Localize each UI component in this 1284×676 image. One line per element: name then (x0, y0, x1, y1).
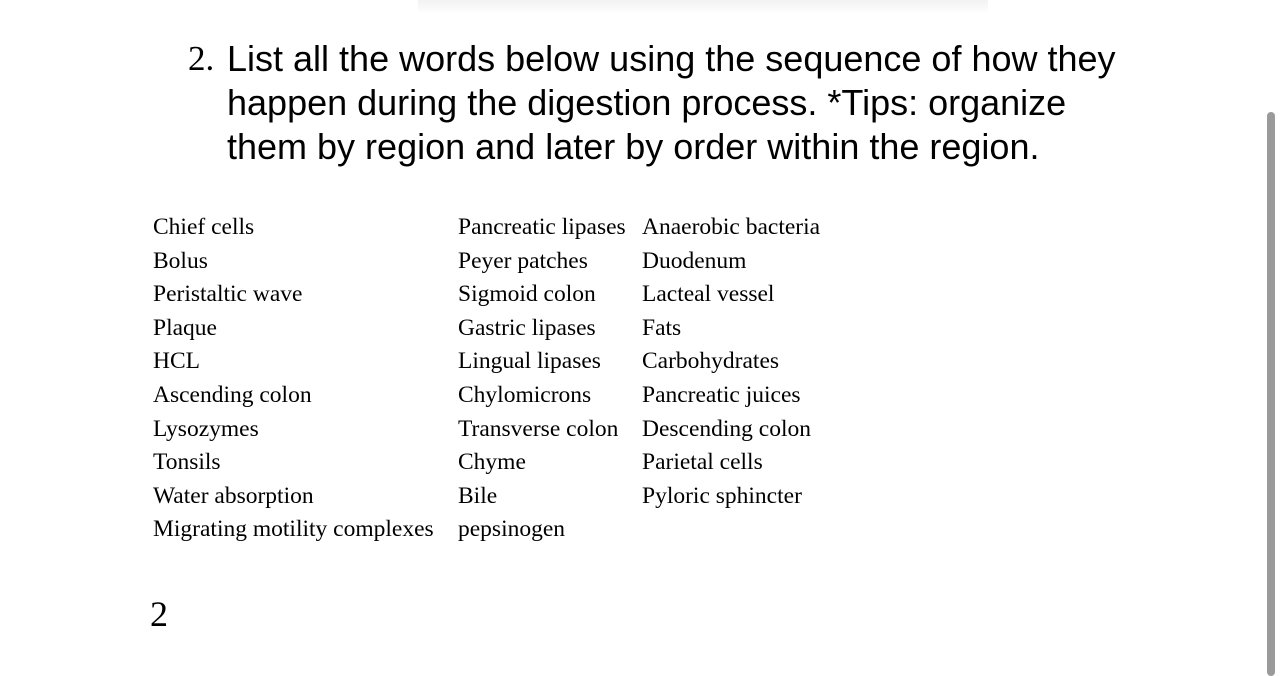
word-cell: Descending colon (642, 415, 812, 442)
word-cell: Peyer patches (458, 247, 588, 274)
word-cell: HCL (153, 348, 200, 375)
word-row (153, 312, 872, 346)
word-cell: Lingual lipases (458, 348, 601, 375)
word-cell: Fats (642, 314, 682, 341)
word-cell: Sigmoid colon (458, 281, 596, 308)
word-row (153, 211, 872, 245)
word-row (153, 278, 872, 312)
question-number: 2. (188, 39, 215, 78)
word-cell: Tonsils (153, 449, 221, 476)
word-cell: Chylomicrons (458, 381, 592, 408)
word-cell: Ascending colon (153, 381, 312, 408)
word-row (153, 513, 872, 547)
word-cell: Peristaltic wave (153, 281, 303, 308)
top-shadow (418, 0, 988, 14)
word-cell: Anaerobic bacteria (642, 214, 821, 240)
word-row (153, 446, 872, 480)
word-row (153, 413, 872, 447)
word-row (153, 245, 872, 279)
page-number: 2 (150, 594, 168, 634)
word-cell: Pancreatic lipases (458, 214, 626, 240)
word-row (153, 379, 872, 413)
scrollbar-thumb[interactable] (1267, 112, 1275, 676)
word-cell: Plaque (153, 314, 217, 341)
word-row (153, 480, 872, 514)
word-cell: Bile (458, 482, 498, 509)
word-cell (642, 513, 872, 547)
word-cell: Parietal cells (642, 449, 763, 476)
word-cell: Lacteal vessel (642, 281, 775, 308)
word-cell: Carbohydrates (642, 348, 780, 375)
word-cell: Gastric lipases (458, 314, 596, 341)
word-cell: Duodenum (642, 247, 747, 274)
word-cell: pepsinogen (458, 516, 566, 543)
word-table (153, 211, 872, 547)
word-cell: Pyloric sphincter (642, 482, 802, 509)
word-cell: Chief cells (153, 214, 255, 240)
word-cell: Lysozymes (153, 415, 259, 442)
word-cell: Transverse colon (458, 415, 619, 442)
word-row (153, 345, 872, 379)
word-cell: Bolus (153, 247, 208, 274)
word-cell: Chyme (458, 449, 526, 476)
word-cell: Water absorption (153, 482, 314, 509)
word-cell: Migrating motility complexes (153, 516, 434, 543)
question-text: List all the words below using the sequence of how they happen during the digestion process. *Tips: organize them by region and later by order within the region. (227, 38, 1116, 167)
word-cell: Pancreatic juices (642, 381, 801, 408)
question-item (188, 37, 1148, 169)
